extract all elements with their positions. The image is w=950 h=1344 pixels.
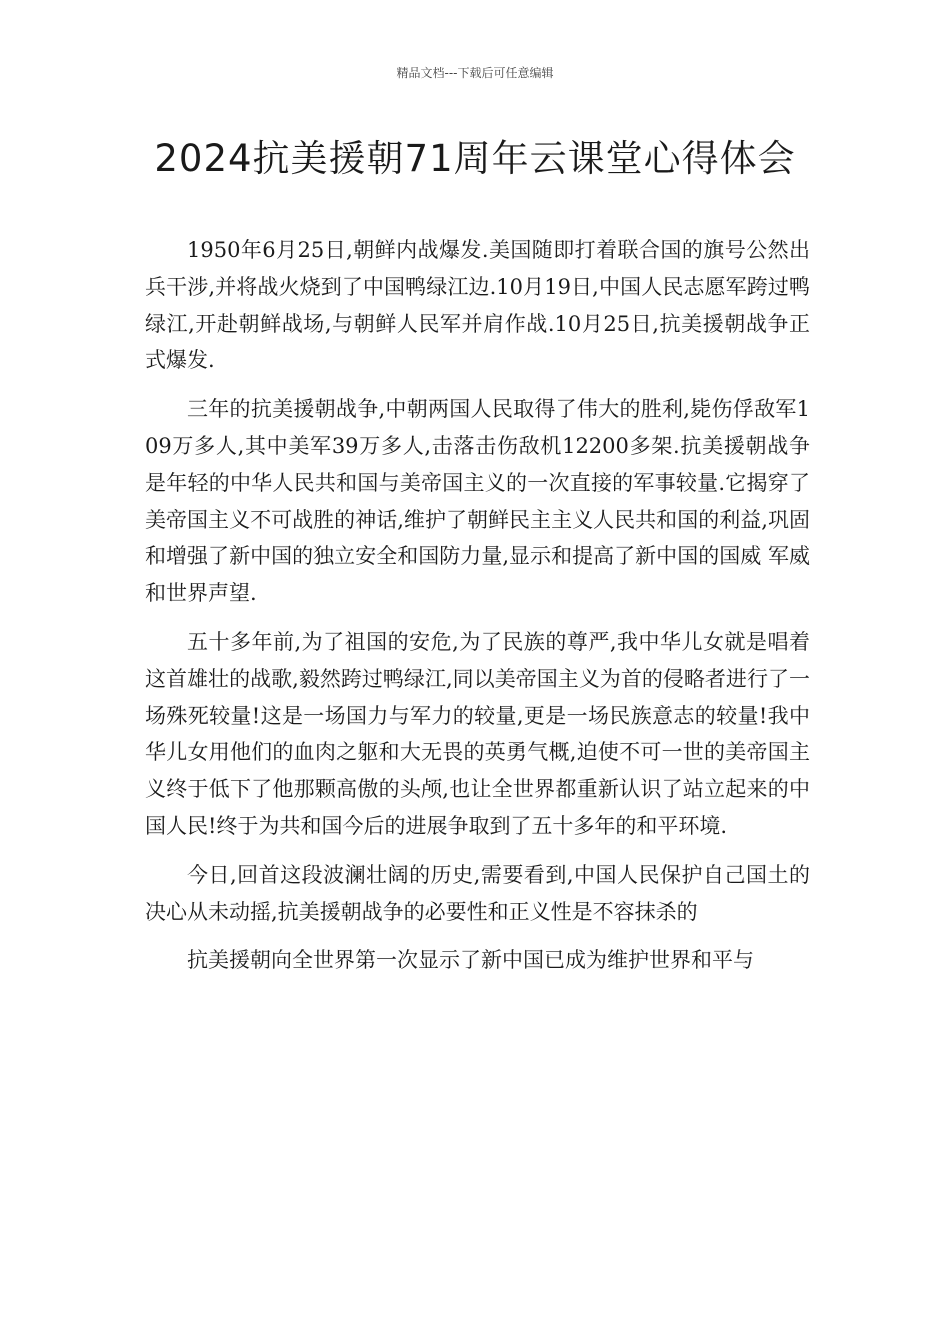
document-body [145,232,810,991]
paragraph-2: 三年的抗美援朝战争,中朝两国人民取得了伟大的胜利,毙伤俘敌军109万多人,其中美军39万多人,击落击伤敌机12200多架.抗美援朝战争是年轻的中华人民共和国与美帝国主义的一次直接的军事较量.它揭穿了美帝国主义不可战胜的神话,维护了朝鲜民主主义人民共和国的利益,巩固和增强了新中国的独立安全和国防力量,显示和提高了新中国的国威 军威和世界声望. [145,397,810,606]
paragraph-5: 抗美援朝向全世界第一次显示了新中国已成为维护世界和平与 [187,948,754,973]
page-header: 精品文档---下载后可任意编辑 [396,66,554,80]
document-title: 2024抗美援朝71周年云课堂心得体会 [154,137,796,180]
paragraph-3: 五十多年前,为了祖国的安危,为了民族的尊严,我中华儿女就是唱着这首雄壮的战歌,毅然跨过鸭绿江,同以美帝国主义为首的侵略者进行了一场殊死较量!这是一场国力与军力的较量,更是一场民族意志的较量!我中华儿女用他们的血肉之躯和大无畏的英勇气概,迫使不可一世的美帝国主义终于低下了他那颗高傲的头颅,也让全世界都重新认识了站立起来的中国人民!终于为共和国今后的进展争取到了五十多年的和平环境. [145,629,810,838]
paragraph-4: 今日,回首这段波澜壮阔的历史,需要看到,中国人民保护自己国土的决心从未动摇,抗美援朝战争的必要性和正义性是不容抹杀的 [145,862,810,924]
paragraph-1: 1950年6月25日,朝鲜内战爆发.美国随即打着联合国的旗号公然出兵干涉,并将战火烧到了中国鸭绿江边.10月19日,中国人民志愿军跨过鸭绿江,开赴朝鲜战场,与朝鲜人民军并肩作战.10月25日,抗美援朝战争正式爆发. [145,238,810,373]
